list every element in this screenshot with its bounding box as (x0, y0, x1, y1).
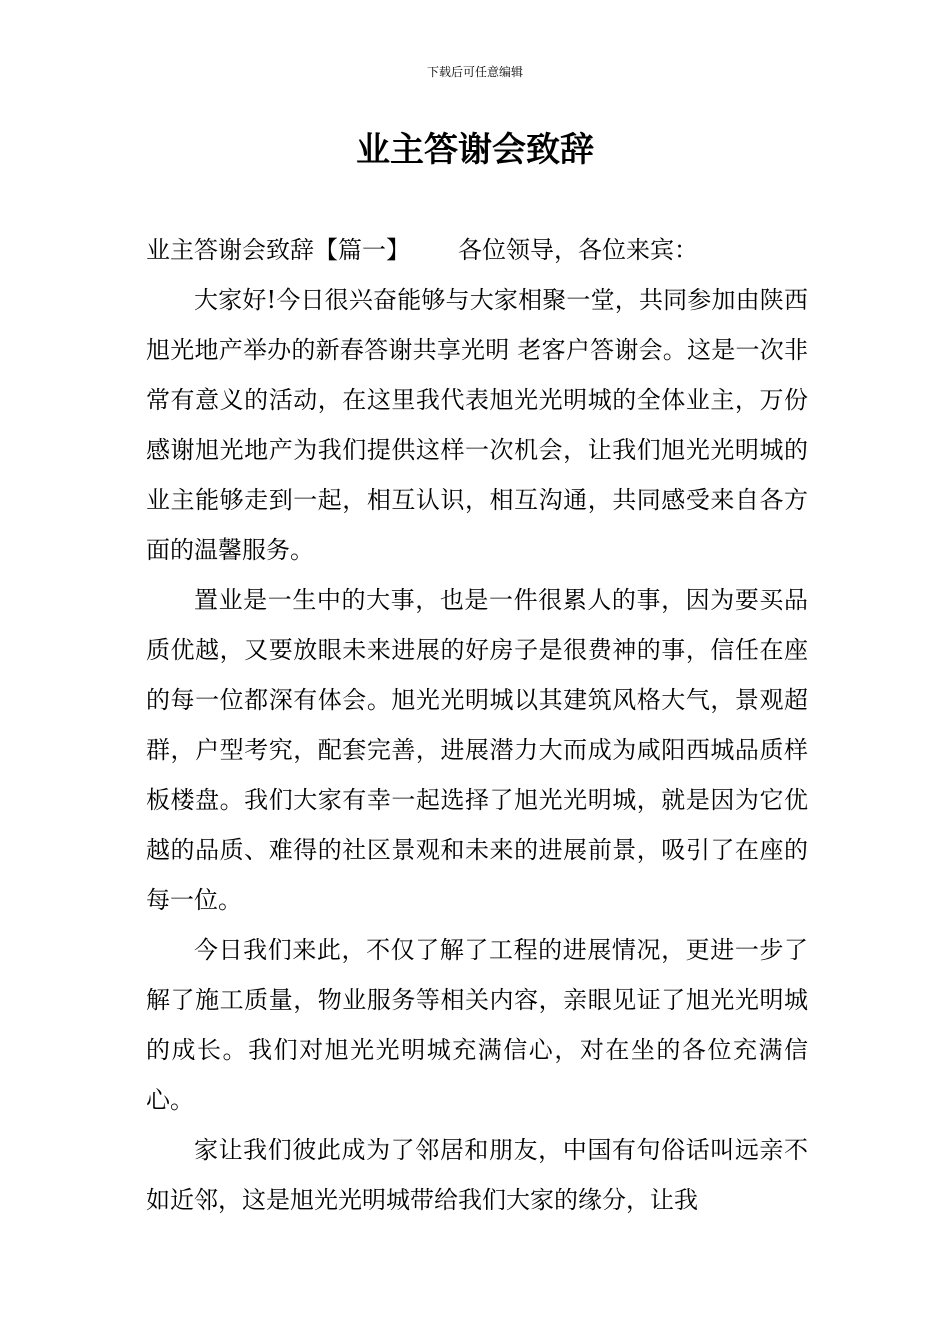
paragraph-3: 今日我们来此，不仅了解了工程的进展情况，更进一步了解了施工质量，物业服务等相关内容，亲眼见证了旭光光明城的成长。我们对旭光光明城充满信心，对在坐的各位充满信心。 (146, 936, 808, 1114)
page-header-note: 下载后可任意编辑 (426, 65, 523, 79)
section-label: 业主答谢会致辞【篇一】 (146, 236, 410, 264)
salutation: 各位领导，各位来宾： (458, 236, 698, 264)
document-title: 业主答谢会致辞 (356, 130, 594, 170)
paragraph-4: 家让我们彼此成为了邻居和朋友，中国有句俗话叫远亲不如近邻，这是旭光光明城带给我们大家的缘分，让我 (146, 1136, 808, 1214)
intro-line (146, 225, 808, 275)
document-body (146, 225, 808, 1225)
paragraph-2: 置业是一生中的大事，也是一件很累人的事，因为要买品质优越，又要放眼未来进展的好房子是很费神的事，信任在座的每一位都深有体会。旭光光明城以其建筑风格大气，景观超群，户型考究，配套完善，进展潜力大而成为咸阳西城品质样板楼盘。我们大家有幸一起选择了旭光光明城，就是因为它优越的品质、难得的社区景观和未来的进展前景，吸引了在座的每一位。 (146, 586, 808, 914)
paragraph-1: 大家好!今日很兴奋能够与大家相聚一堂，共同参加由陕西旭光地产举办的新春答谢共享光明 老客户答谢会。这是一次非常有意义的活动，在这里我代表旭光光明城的全体业主，万份感谢旭光地产为我们提供这样一次机会，让我们旭光光明城的业主能够走到一起，相互认识，相互沟通，共同感受来自各方面的温馨服务。 (146, 286, 808, 564)
